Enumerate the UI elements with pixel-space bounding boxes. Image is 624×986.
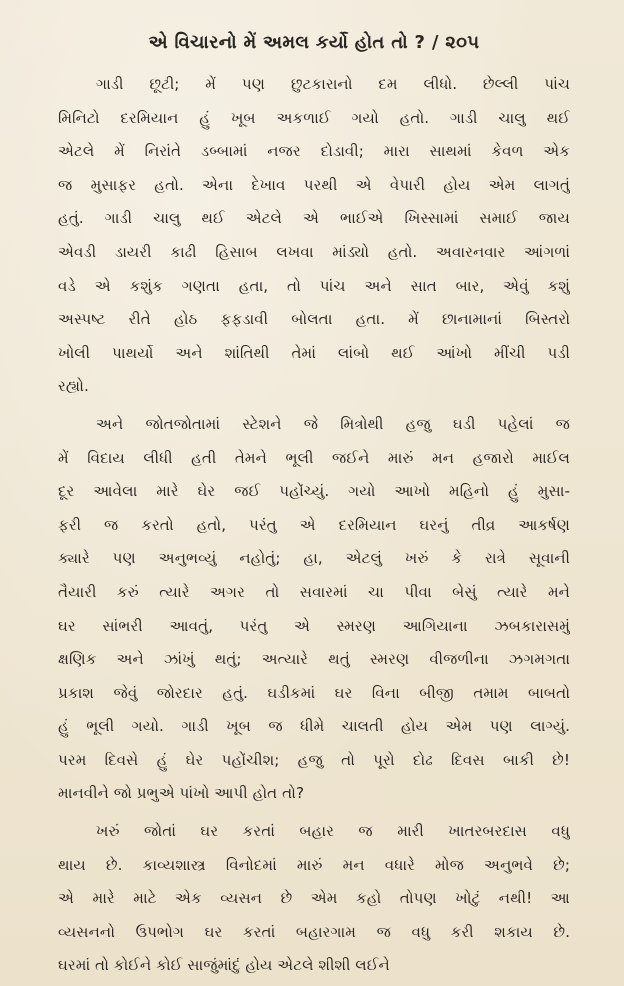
text-line: ખરું જોતાં ઘર કરતાં બહાર જ મારી ખાતરબરદાસ વધુ [96,822,570,841]
text-line: મેં વિદાય લીધી હતી તેમને ભૂલી જઈને મારું મન હજારો માઈલ [58,448,570,467]
text-line: પરમ દિવસે હું ઘેર પહોંચીશ; હજુ તો પૂરો દોઢ દિવસ બાકી છે! [58,750,570,769]
text-line: ગાડી છૂટી; મેં પણ છુટકારાનો દમ લીધો. છેલ્લી પાંચ [96,75,570,93]
text-line: વ્યસનનો ઉપભોગ ઘર કરતાં બહારગામ જ વધુ કરી શકાય છે. [58,922,570,941]
text-line: હું ભૂલી ગયો. ગાડી ખૂબ જ ધીમે ચાલતી હોય એમ પણ લાગ્યું. [58,717,570,736]
text-line: તૈયારી કરું ત્યારે અગર તો સવારમાં ચા પીવા બેસું ત્યારે મને [58,582,570,601]
text-line: એટલે મેં નિરાંતે ડબ્બામાં નજર દોડાવી; મારા સાથમાં કેવળ એક [58,142,570,161]
text-line: પ્રકાશ જેવું જોરદાર હતું. ઘડીકમાં ઘર વિના બીજી તમામ બાબતો [58,683,570,702]
text-line: અસ્પષ્ટ રીતે હોઠ ફફડાવી બોલતા હતા. મેં છાનામાનાં બિસ્તરો [58,310,570,329]
text-line: ક્ષણિક અને ઝાંખું થતું; અત્યારે થતું સ્મરણ વીજળીના ઝગમગતા [58,650,570,669]
running-head: એ વિચારનો મેં અમલ કર્યો હોત તો ? / ૨૦૫ [148,32,480,53]
text-line: અને જોતજોતામાં સ્ટેશને જે મિત્રોથી હજુ ઘડી પહેલાં જ [96,414,570,433]
text-line: જ મુસાફર હતો. એના દેખાવ પરથી એ વેપારી હોય એમ લાગતું [58,175,570,194]
text-line: એવડી ડાયરી કાઢી હિસાબ લખવા માંડ્યો હતો. અવારનવાર આંગળાં [58,242,570,261]
text-line: રહ્યો. [58,377,89,396]
text-line: એ મારે માટે એક વ્યસન છે એમ કહો તોપણ ખોટું નથી! આ [58,889,570,908]
paragraph-3 [58,815,570,983]
text-line: ફરી જ કરતો હતો, પરંતુ એ દરમિયાન ઘરનું તીવ્ર આકર્ષણ [58,515,570,534]
text-line: થાય છે. કાવ્યશાસ્ત્ર વિનોદમાં મારું મન વધારે મોજ અનુભવે છે; [58,855,570,874]
text-line: ઘર સાંભરી આવતું, પરંતુ એ સ્મરણ આગિયાના ઝબકારાસમું [58,616,570,635]
text-line: દૂર આવેલા મારે ઘેર જઈ પહોંચ્યું. ગયો આખો મહિનો હું મુસા- [58,482,570,501]
text-line: મિનિટો દરમિયાન હું ખૂબ અકળાઈ ગયો હતો. ગાડી ચાલુ થઈ [58,108,570,127]
paragraph-2 [58,408,570,811]
text-line: ઘરમાં તો કોઈને કોઈ સાજુંમાંદું હોય એટલે શીશી લઈને [58,956,390,975]
text-line: ખોલી પાથર્યો અને શાંતિથી તેમાં લાંબો થઈ આંખો મીંચી પડી [58,343,570,362]
paragraph-1 [58,68,570,404]
text-line: હતું. ગાડી ચાલુ થઈ એટલે એ ભાઈએ ખિસ્સામાં સમાઈ જાય [58,209,570,228]
text-line: ક્યારે પણ અનુભવ્યું નહોતું; હા, એટલું ખરું કે રાત્રે સૂવાની [58,549,570,568]
text-line: માનવીને જો પ્રભુએ પાંખો આપી હોત તો? [58,784,305,803]
text-line: વડે એ કશુંક ગણતા હતા, તો પાંચ અને સાત બાર, એવું કશું [58,276,570,295]
